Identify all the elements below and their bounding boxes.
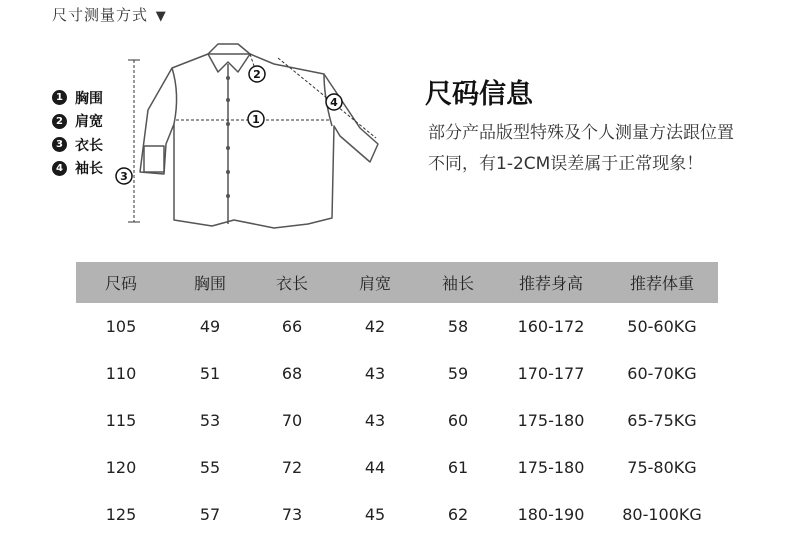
cell-shoulder: 43 xyxy=(364,411,386,430)
header-height: 推荐身高 xyxy=(496,262,606,303)
cell-sleeve: 61 xyxy=(447,458,469,477)
cell-length: 73 xyxy=(281,505,303,524)
cell-weight: 60-70KG xyxy=(627,364,697,383)
cell-height: 180-190 xyxy=(517,505,585,524)
size-info-note: 部分产品版型特殊及个人测量方法跟位置不同，有1-2CM误差属于正常现象！ xyxy=(428,123,734,174)
cell-weight: 75-80KG xyxy=(627,458,697,477)
cell-sleeve: 60 xyxy=(447,411,469,430)
triangle-down-icon: ▼ xyxy=(155,9,167,24)
legend-label: 胸围 xyxy=(75,90,103,107)
cell-chest: 53 xyxy=(199,411,221,430)
cell-weight: 50-60KG xyxy=(627,317,697,336)
cell-shoulder: 42 xyxy=(364,317,386,336)
cell-size: 120 xyxy=(105,458,137,477)
svg-text:2: 2 xyxy=(253,68,261,81)
cell-shoulder: 43 xyxy=(364,364,386,383)
cell-height: 175-180 xyxy=(517,458,585,477)
cell-length: 66 xyxy=(281,317,303,336)
size-info-title: 尺码信息 xyxy=(425,79,533,110)
measurement-legend xyxy=(52,86,103,180)
header-shoulder: 肩宽 xyxy=(330,262,420,303)
legend-label: 衣长 xyxy=(75,137,103,154)
cell-length: 72 xyxy=(281,458,303,477)
svg-text:4: 4 xyxy=(330,96,338,109)
table-row xyxy=(76,303,718,350)
svg-text:1: 1 xyxy=(252,113,260,126)
cell-chest: 49 xyxy=(199,317,221,336)
table-header-row xyxy=(76,262,718,303)
legend-number: 4 xyxy=(52,161,67,176)
armhole-left xyxy=(172,68,177,124)
cell-chest: 55 xyxy=(199,458,221,477)
cell-length: 68 xyxy=(281,364,303,383)
shirt-diagram xyxy=(110,40,400,240)
diagram-marker-shoulder xyxy=(249,66,265,82)
cell-shoulder: 45 xyxy=(364,505,386,524)
cell-weight: 80-100KG xyxy=(622,505,702,524)
cell-size: 110 xyxy=(105,364,137,383)
table-row xyxy=(76,397,718,444)
cell-size: 125 xyxy=(105,505,137,524)
legend-label: 肩宽 xyxy=(75,114,103,131)
cell-weight: 65-75KG xyxy=(627,411,697,430)
table-row xyxy=(76,350,718,397)
shirt-collar xyxy=(208,44,250,72)
section-title: 尺寸测量方式 xyxy=(52,6,149,24)
legend-item-chest xyxy=(52,86,103,110)
shirt-cuff xyxy=(144,146,164,172)
legend-item-shoulder xyxy=(52,110,103,134)
cell-sleeve: 62 xyxy=(447,505,469,524)
cell-size: 105 xyxy=(105,317,137,336)
cell-shoulder: 44 xyxy=(364,458,386,477)
section-header xyxy=(52,4,167,25)
diagram-marker-chest xyxy=(248,111,264,127)
size-table xyxy=(76,262,718,538)
legend-number: 2 xyxy=(52,114,67,129)
cell-sleeve: 59 xyxy=(447,364,469,383)
cell-height: 175-180 xyxy=(517,411,585,430)
cell-sleeve: 58 xyxy=(447,317,469,336)
header-sleeve: 袖长 xyxy=(420,262,496,303)
header-length: 衣长 xyxy=(254,262,330,303)
header-chest: 胸围 xyxy=(166,262,254,303)
header-size: 尺码 xyxy=(76,262,166,303)
cell-length: 70 xyxy=(281,411,303,430)
cell-size: 115 xyxy=(105,411,137,430)
cell-chest: 51 xyxy=(199,364,221,383)
diagram-marker-sleeve xyxy=(326,94,342,110)
legend-item-sleeve xyxy=(52,157,103,181)
cell-chest: 57 xyxy=(199,505,221,524)
diagram-marker-length xyxy=(116,168,132,184)
header-weight: 推荐体重 xyxy=(606,262,718,303)
legend-item-length xyxy=(52,133,103,157)
legend-number: 1 xyxy=(52,90,67,105)
legend-number: 3 xyxy=(52,137,67,152)
cell-height: 160-172 xyxy=(517,317,585,336)
cell-height: 170-177 xyxy=(517,364,585,383)
table-row xyxy=(76,444,718,491)
table-row xyxy=(76,491,718,538)
legend-label: 袖长 xyxy=(75,161,103,178)
svg-text:3: 3 xyxy=(120,170,128,183)
